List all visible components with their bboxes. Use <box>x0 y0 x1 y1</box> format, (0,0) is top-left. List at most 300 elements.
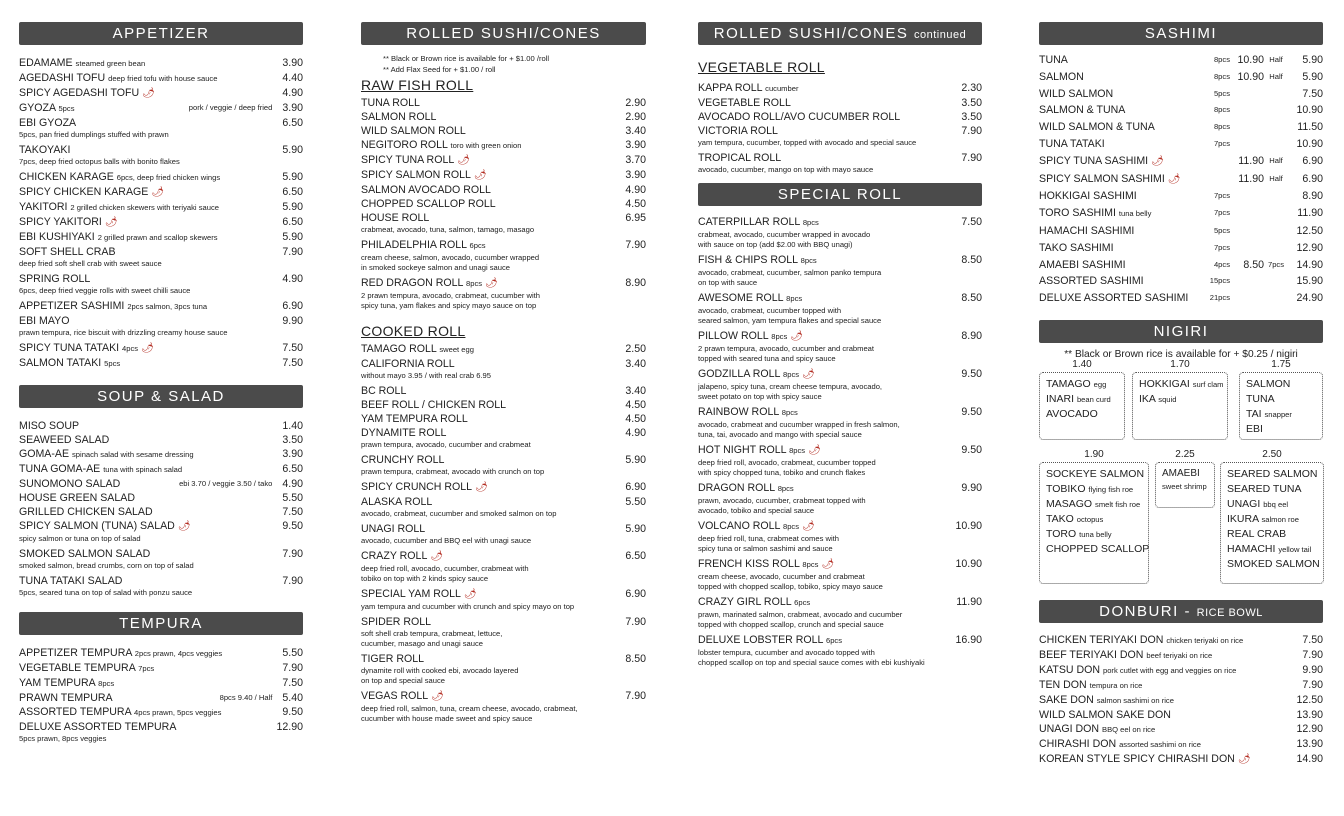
nigiri-name: SALMON <box>1246 377 1291 390</box>
rolled-sushi-continued-title: ROLLED SUSHI/CONES <box>713 25 909 42</box>
item-title: HOUSE GREEN SALAD <box>19 492 135 504</box>
sashimi-title: SALMON & TUNA <box>1039 104 1126 117</box>
raw-fish-roll-list <box>361 96 646 311</box>
sashimi-detail: tuna belly <box>1118 209 1152 219</box>
nigiri-item <box>1227 512 1317 527</box>
sashimi-count: 7pcs <box>1213 191 1230 201</box>
sashimi-row <box>1039 290 1323 307</box>
sashimi-list <box>1039 52 1323 307</box>
item-price: 12.90 <box>1296 722 1323 735</box>
item-name <box>698 633 951 648</box>
item-title: TROPICAL ROLL <box>698 152 782 164</box>
item-title: SEAWEED SALAD <box>19 434 110 446</box>
nigiri-item <box>1046 377 1118 392</box>
menu-item <box>19 230 303 245</box>
item-name <box>698 557 951 572</box>
menu-item <box>19 245 303 259</box>
sashimi-name <box>1039 188 1200 205</box>
nigiri-note: ** Black or Brown rice is available for + $0.25 / nigiri <box>1064 348 1298 360</box>
item-detail: sweet egg <box>439 345 474 354</box>
nigiri-item <box>1227 527 1317 542</box>
sashimi-half-label <box>1264 240 1288 257</box>
item-name <box>1039 693 1292 708</box>
nigiri-price: 1.75 <box>1271 358 1291 370</box>
item-description: cream cheese, salmon, avocado, cucumber wrapped <box>361 253 540 262</box>
sashimi-title: DELUXE ASSORTED SASHIMI <box>1039 292 1189 305</box>
item-price: 3.50 <box>282 434 303 446</box>
item-title: CHICKEN KARAGE <box>19 171 114 183</box>
menu-item <box>1039 678 1323 693</box>
item-title: YAM TEMPURA ROLL <box>361 413 468 425</box>
item-title: SAKE DON <box>1039 693 1094 706</box>
item-name <box>698 96 957 110</box>
sashimi-title: HOKKIGAI SASHIMI <box>1039 190 1137 203</box>
sashimi-price: 11.90 <box>1297 207 1323 220</box>
item-name <box>698 443 957 458</box>
item-price: 6.50 <box>282 216 303 228</box>
sashimi-half-label <box>1264 102 1288 119</box>
nigiri-name: TORO <box>1046 527 1077 540</box>
item-name <box>19 705 278 720</box>
soup-salad-header: SOUP & SALAD <box>19 385 303 408</box>
item-description: jalapeno, spicy tuna, cream cheese tempura, avocado, <box>698 382 883 391</box>
nigiri-name: HOKKIGAI <box>1139 377 1190 390</box>
item-name <box>361 549 621 564</box>
menu-item <box>19 574 303 588</box>
nigiri-name: TAI <box>1246 407 1262 420</box>
chili-icon: 🌶 <box>431 691 444 702</box>
item-price: 3.50 <box>961 111 982 123</box>
sashimi-price: 5.90 <box>1302 70 1323 83</box>
menu-item <box>361 549 646 564</box>
nigiri-item <box>1227 482 1317 497</box>
menu-item <box>19 71 303 86</box>
item-description: avocado, cucumber, mango on top with mayo sauce <box>698 165 874 174</box>
chili-icon: 🌶 <box>808 445 821 456</box>
item-description-2: spicy tuna, yam flakes and spicy mayo sauce on top <box>361 301 537 310</box>
sashimi-price: 11.50 <box>1297 121 1323 134</box>
nigiri-item <box>1246 377 1316 392</box>
item-price: 6.50 <box>282 186 303 198</box>
item-title: GOMA-AE <box>19 448 70 460</box>
nigiri-name: IKURA <box>1227 512 1259 525</box>
item-name <box>1039 708 1292 722</box>
item-name <box>1039 648 1298 663</box>
item-name <box>698 291 957 306</box>
sashimi-name <box>1039 136 1200 153</box>
sashimi-title: WILD SALMON <box>1039 87 1114 100</box>
item-price: 9.50 <box>282 520 303 532</box>
sashimi-full-price <box>1230 223 1264 240</box>
item-detail: 8pcs <box>786 294 803 303</box>
item-title: AWESOME ROLL <box>698 292 784 304</box>
item-detail: assorted sashimi on rice <box>1119 739 1201 749</box>
nigiri-name: EBI <box>1246 422 1263 435</box>
menu-item <box>361 615 646 629</box>
item-title: MISO SOUP <box>19 420 80 432</box>
sashimi-price: 10.90 <box>1296 104 1323 117</box>
sashimi-count: 5pcs <box>1213 88 1230 98</box>
vegetable-roll-title: VEGETABLE ROLL <box>698 59 825 75</box>
nigiri-group-box <box>1039 372 1125 440</box>
sashimi-price: 7.50 <box>1302 87 1323 100</box>
menu-item <box>19 676 303 691</box>
item-title: SALMON TATAKI <box>19 357 102 369</box>
item-name <box>361 453 621 467</box>
sashimi-name <box>1039 153 1200 171</box>
sashimi-price: 8.90 <box>1302 190 1323 203</box>
sashimi-full-price <box>1230 119 1264 136</box>
sashimi-half-label: Half <box>1269 173 1283 183</box>
item-title: VEGETABLE TEMPURA <box>19 662 136 674</box>
sashimi-count: 7pcs <box>1213 208 1230 218</box>
item-detail: 4pcs <box>122 344 139 353</box>
sashimi-row <box>1039 257 1323 274</box>
item-title: PILLOW ROLL <box>698 330 769 342</box>
menu-item <box>698 405 982 420</box>
item-price: 7.90 <box>1302 648 1323 661</box>
item-description: avocado, crabmeat, cucumber, salmon panko tempura <box>698 268 882 277</box>
item-name <box>19 71 278 86</box>
item-price: 4.40 <box>282 72 303 84</box>
sashimi-price: 12.50 <box>1296 224 1323 237</box>
item-description-2: with sauce on top (add $2.00 with BBQ unagi) <box>698 240 853 249</box>
column-1 <box>19 22 303 747</box>
item-price: 6.95 <box>625 212 646 224</box>
sashimi-half-label <box>1264 273 1288 290</box>
menu-item <box>1039 663 1323 678</box>
item-name <box>19 462 278 477</box>
menu-item <box>19 462 303 477</box>
sashimi-half-label: Half <box>1269 71 1283 81</box>
sashimi-name <box>1039 119 1200 136</box>
item-description-2: sweet potato on top with spicy sauce <box>698 392 822 401</box>
nigiri-price: 1.70 <box>1170 358 1190 370</box>
sashimi-price: 10.90 <box>1296 137 1323 150</box>
menu-item <box>19 143 303 157</box>
sashimi-half-label <box>1264 290 1288 307</box>
menu-item <box>19 170 303 185</box>
chili-icon: 🌶 <box>151 187 165 198</box>
sashimi-count: 8pcs <box>1213 105 1230 115</box>
item-description: prawn, marinated salmon, crabmeat, avocado and cucumber <box>698 610 903 619</box>
sashimi-count: 8pcs <box>1213 55 1230 64</box>
item-description: deep fried roll, tuna, crabmeat comes with <box>698 534 839 543</box>
item-detail: 8pcs <box>777 484 794 493</box>
item-description: 2 prawn tempura, avocado, crabmeat, cucumber with <box>361 291 540 300</box>
item-price: 9.90 <box>282 315 303 327</box>
item-title: FISH & CHIPS ROLL <box>698 254 798 266</box>
item-price: 6.90 <box>282 300 303 312</box>
item-price: 2.30 <box>961 82 982 94</box>
sashimi-name <box>1039 86 1200 103</box>
item-description: avocado, crabmeat and cucumber wrapped in fresh salmon, <box>698 420 900 429</box>
menu-item <box>361 480 646 495</box>
menu-item <box>361 168 646 183</box>
nigiri-item <box>1139 377 1224 392</box>
chili-icon: 🌶 <box>485 278 498 289</box>
item-detail: tempura on rice <box>1089 680 1143 690</box>
menu-item <box>361 426 646 440</box>
sashimi-full-price <box>1230 205 1264 223</box>
sashimi-name <box>1039 257 1200 274</box>
sashimi-half-label <box>1264 223 1288 240</box>
item-price: 5.90 <box>282 231 303 243</box>
item-name <box>1039 633 1298 648</box>
menu-item <box>19 356 303 371</box>
menu-item <box>698 215 982 230</box>
item-price: 3.50 <box>961 97 982 109</box>
menu-item <box>361 183 646 197</box>
rice-note: ** Black or Brown rice is available for + $1.00 /roll <box>383 54 550 63</box>
nigiri-name: UNAGI <box>1227 497 1261 510</box>
menu-item <box>361 587 646 602</box>
menu-item <box>698 519 982 534</box>
item-description-2: with spicy chopped tuna, tobiko and crunch flakes <box>698 468 866 477</box>
item-description: avocado, crabmeat, cucumber and smoked salmon on top <box>361 509 557 518</box>
item-description-2: on top and special sauce <box>361 676 446 685</box>
item-detail: 2 grilled prawn and scallop skewers <box>97 233 218 242</box>
item-price: 7.90 <box>625 616 646 628</box>
menu-item <box>698 595 982 610</box>
item-description-2: topped with seared tuna and spicy sauce <box>698 354 836 363</box>
item-price: 5.50 <box>625 496 646 508</box>
tempura-header: TEMPURA <box>19 612 303 635</box>
nigiri-item <box>1046 527 1142 542</box>
sashimi-count: 8pcs <box>1213 122 1230 132</box>
item-price: 11.90 <box>956 596 982 608</box>
item-name <box>698 367 957 382</box>
item-name <box>19 143 278 157</box>
menu-item <box>698 151 982 165</box>
item-name <box>1039 678 1298 693</box>
item-name <box>19 720 272 734</box>
menu-item <box>19 720 303 734</box>
menu-item <box>19 272 303 286</box>
chili-icon: 🌶 <box>1151 155 1164 167</box>
item-detail: 5pcs <box>58 104 75 113</box>
item-title: AVOCADO ROLL/AVO CUCUMBER ROLL <box>698 111 901 123</box>
item-description-2: in smoked sockeye salmon and unagi sauce <box>361 263 511 272</box>
menu-item <box>1039 737 1323 752</box>
chili-icon: 🌶 <box>457 155 470 166</box>
nigiri-group-box <box>1239 372 1323 440</box>
item-name <box>361 689 621 704</box>
item-name <box>361 138 621 153</box>
item-detail: tuna with spinach salad <box>103 465 183 474</box>
item-title: EBI MAYO <box>19 315 70 327</box>
item-name <box>1039 663 1298 678</box>
nigiri-name: AMAEBI <box>1162 467 1200 479</box>
item-name <box>19 574 278 588</box>
item-description: soft shell crab tempura, crabmeat, lettuce, <box>361 629 503 638</box>
item-title: DYNAMITE ROLL <box>361 427 447 439</box>
sashimi-header: SASHIMI <box>1039 22 1323 45</box>
menu-item <box>19 433 303 447</box>
vegetable-roll-list <box>698 81 982 175</box>
item-price: 7.50 <box>282 677 303 689</box>
item-price: 3.40 <box>625 125 646 137</box>
sashimi-name <box>1039 205 1200 223</box>
item-description-2: seared salmon, yam tempura flakes and special sauce <box>698 316 882 325</box>
item-name <box>698 81 957 96</box>
menu-item <box>361 110 646 124</box>
sashimi-title: WILD SALMON & TUNA <box>1039 121 1155 134</box>
chili-icon: 🌶 <box>104 217 118 228</box>
item-price: 7.50 <box>1302 633 1323 646</box>
item-price: 3.90 <box>282 448 303 460</box>
sashimi-title: SALMON <box>1039 70 1084 83</box>
item-price: 8.50 <box>961 292 982 304</box>
rolled-sushi-header: ROLLED SUSHI/CONES <box>361 22 646 45</box>
item-title: TUNA GOMA-AE <box>19 463 101 475</box>
item-description-2: tobiko on top with 2 kinds spicy sauce <box>361 574 489 583</box>
menu-item <box>698 557 982 572</box>
sashimi-row <box>1039 102 1323 119</box>
nigiri-item <box>1227 557 1320 572</box>
item-price: 7.90 <box>961 152 982 164</box>
item-name <box>698 405 957 420</box>
item-description: cream cheese, avocado, cucumber and crabmeat <box>698 572 865 581</box>
menu-item <box>698 443 982 458</box>
item-price: 7.90 <box>625 239 646 251</box>
item-detail: 6pcs <box>469 241 486 250</box>
sashimi-row <box>1039 119 1323 136</box>
sashimi-title: TORO SASHIMI <box>1039 207 1116 220</box>
sashimi-title: SPICY TUNA SASHIMI <box>1039 154 1149 167</box>
item-price: 7.50 <box>961 216 982 228</box>
item-description: 5pcs, pan fried dumplings stuffed with prawn <box>19 130 169 139</box>
nigiri-name: SOCKEYE SALMON <box>1046 467 1145 480</box>
item-name <box>698 329 957 344</box>
sashimi-count: 15pcs <box>1209 276 1230 286</box>
item-title: TIGER ROLL <box>361 653 424 665</box>
nigiri-name: SEARED SALMON <box>1227 467 1318 480</box>
item-name <box>361 96 621 110</box>
item-description: crabmeat, avocado, tuna, salmon, tamago, masago <box>361 225 535 234</box>
item-price: 7.90 <box>282 548 303 560</box>
nigiri-item <box>1139 392 1221 407</box>
chili-icon: 🌶 <box>802 521 815 532</box>
sashimi-row <box>1039 223 1323 240</box>
item-price: 3.90 <box>282 57 303 69</box>
item-title: TUNA ROLL <box>361 97 420 109</box>
item-detail: steamed green bean <box>75 59 146 68</box>
nigiri-name: HAMACHI <box>1227 542 1276 555</box>
menu-item <box>19 505 303 519</box>
item-name <box>19 691 278 705</box>
item-title: GODZILLA ROLL <box>698 368 781 380</box>
item-name <box>1039 737 1292 752</box>
nigiri-detail: squid <box>1158 394 1177 404</box>
item-title: SPECIAL YAM ROLL <box>361 588 461 600</box>
sashimi-name <box>1039 69 1200 86</box>
item-title: YAKITORI <box>19 201 68 213</box>
rice-bowl-label: RICE BOWL <box>1196 606 1263 619</box>
sashimi-full-price <box>1230 102 1264 119</box>
menu-item <box>361 276 646 291</box>
item-detail: chicken teriyaki on rice <box>1166 635 1244 645</box>
item-detail: 8pcs <box>802 560 819 569</box>
sashimi-count: 7pcs <box>1213 138 1230 148</box>
menu-item <box>19 200 303 215</box>
item-name <box>19 491 278 505</box>
item-name <box>19 661 278 676</box>
menu-item <box>19 101 303 116</box>
item-title: CATERPILLAR ROLL <box>698 216 800 228</box>
item-title: SALMON AVOCADO ROLL <box>361 184 491 196</box>
item-title: DRAGON ROLL <box>698 482 775 494</box>
sashimi-price: 12.90 <box>1296 241 1323 254</box>
item-price: 7.90 <box>625 690 646 702</box>
nigiri-price-groups <box>1039 358 1323 600</box>
item-description-2: cucumber with house made sweet and spicy sauce <box>361 714 533 723</box>
menu-item <box>19 56 303 71</box>
item-detail: 8pcs <box>781 408 798 417</box>
menu-item <box>361 652 646 666</box>
item-title: ASSORTED TEMPURA <box>19 706 132 718</box>
item-name <box>19 272 278 286</box>
item-description: avocado, crabmeat, cucumber topped with <box>698 306 842 315</box>
item-price: 9.50 <box>961 406 982 418</box>
item-description: lobster tempura, cucumber and avocado topped with <box>698 648 875 657</box>
special-roll-list <box>698 215 982 668</box>
item-name <box>19 299 278 314</box>
item-title: NEGITORO ROLL <box>361 139 448 151</box>
flax-note: ** Add Flax Seed for + $1.00 / roll <box>383 65 496 74</box>
nigiri-detail: bean curd <box>1076 394 1111 404</box>
item-name <box>19 116 278 130</box>
menu-item <box>698 291 982 306</box>
item-title: HOT NIGHT ROLL <box>698 444 787 456</box>
nigiri-detail: snapper <box>1264 409 1292 419</box>
item-title: SPIDER ROLL <box>361 616 432 628</box>
item-name <box>698 481 957 496</box>
item-name <box>19 356 278 371</box>
item-title: SPICY SALMON (TUNA) SALAD <box>19 520 175 532</box>
menu-item <box>361 384 646 398</box>
item-title: HOUSE ROLL <box>361 212 430 224</box>
item-title: GRILLED CHICKEN SALAD <box>19 506 153 518</box>
item-detail: 6pcs, deep fried chicken wings <box>116 173 221 182</box>
item-title: BEEF ROLL / CHICKEN ROLL <box>361 399 507 411</box>
sashimi-name <box>1039 102 1200 119</box>
nigiri-item <box>1046 407 1118 422</box>
menu-item <box>19 215 303 230</box>
item-detail: 7pcs <box>138 664 155 673</box>
item-name <box>19 519 278 534</box>
item-title: BC ROLL <box>361 385 407 397</box>
sashimi-row <box>1039 188 1323 205</box>
chili-icon: 🌶 <box>177 521 191 532</box>
menu-item <box>698 124 982 138</box>
item-name <box>1039 752 1292 767</box>
menu-item <box>698 81 982 96</box>
sashimi-title: ASSORTED SASHIMI <box>1039 275 1144 288</box>
nigiri-name: IKA <box>1139 392 1156 405</box>
item-title: VEGETABLE ROLL <box>698 97 791 109</box>
item-price: 4.50 <box>625 413 646 425</box>
item-price: 3.40 <box>625 358 646 370</box>
item-price: 6.50 <box>282 463 303 475</box>
chili-icon: 🌶 <box>473 170 487 181</box>
sashimi-count <box>1200 171 1230 189</box>
item-name <box>698 595 952 610</box>
item-price: 5.90 <box>282 171 303 183</box>
sashimi-name <box>1039 52 1200 69</box>
menu-item <box>361 138 646 153</box>
item-price: 3.70 <box>625 154 646 166</box>
